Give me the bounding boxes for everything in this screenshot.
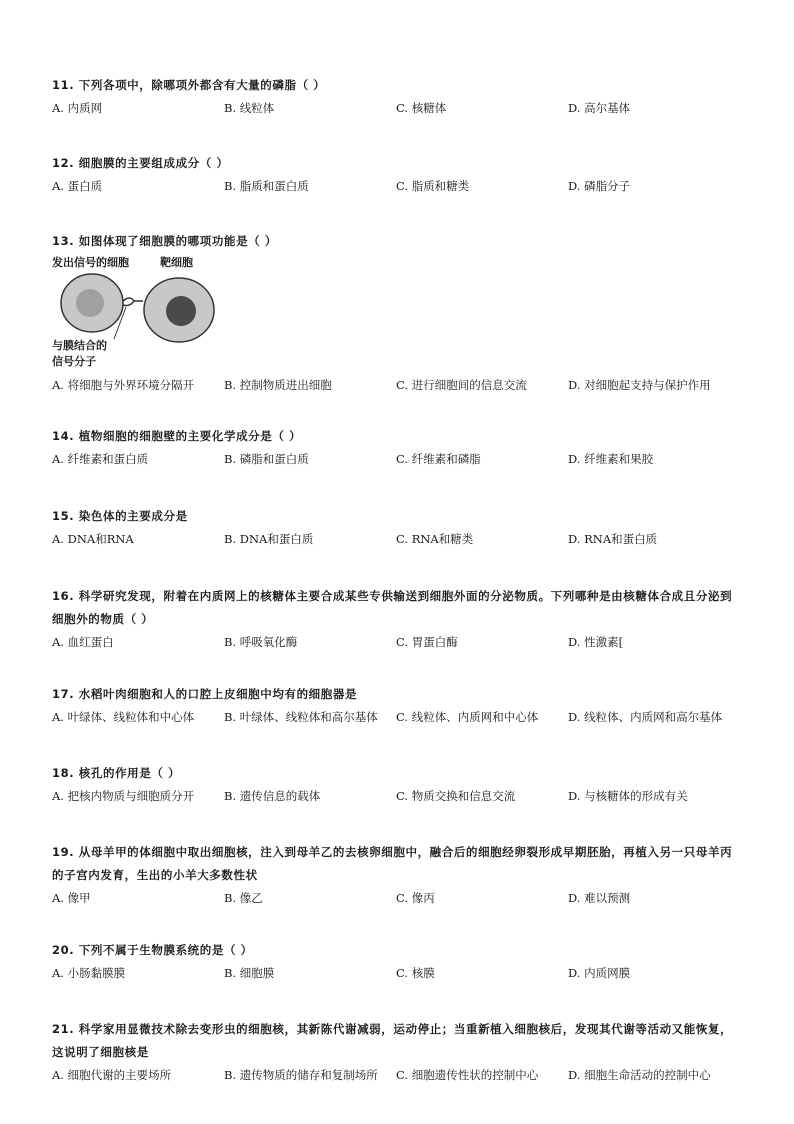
options-row [52, 531, 742, 553]
option-d[interactable]: D. 性激素[ [568, 635, 624, 649]
option-a[interactable]: A. 小肠黏膜膜 [52, 966, 126, 980]
option-d[interactable]: D. RNA和蛋白质 [568, 532, 658, 546]
options-row [52, 100, 742, 122]
question-12 [52, 152, 742, 200]
question-17 [52, 683, 742, 731]
option-b[interactable]: B. DNA和蛋白质 [224, 532, 314, 546]
question-14 [52, 425, 742, 473]
option-c[interactable]: C. 核糖体 [396, 101, 447, 115]
option-b[interactable]: B. 叶绿体、线粒体和高尔基体 [224, 710, 378, 724]
options-row [52, 377, 742, 399]
option-b[interactable]: B. 控制物质进出细胞 [224, 378, 332, 392]
option-a[interactable]: A. 把核内物质与细胞质分开 [52, 789, 195, 803]
cell-signaling-figure [52, 255, 252, 370]
question-stem: 13. 如图体现了细胞膜的哪项功能是（ ） [52, 234, 277, 248]
option-c[interactable]: C. 胃蛋白酶 [396, 635, 458, 649]
option-b[interactable]: B. 遗传物质的储存和复制场所 [224, 1068, 378, 1082]
question-20 [52, 939, 742, 987]
option-d[interactable]: D. 线粒体、内质网和高尔基体 [568, 710, 723, 724]
option-d[interactable]: D. 内质网膜 [568, 966, 631, 980]
option-b[interactable]: B. 磷脂和蛋白质 [224, 452, 309, 466]
option-c[interactable]: C. 细胞遗传性状的控制中心 [396, 1068, 539, 1082]
option-c[interactable]: C. 脂质和糖类 [396, 179, 470, 193]
option-b[interactable]: B. 细胞膜 [224, 966, 275, 980]
options-row [52, 178, 742, 200]
options-row [52, 788, 742, 810]
target-cell-nucleus [166, 296, 196, 326]
option-a[interactable]: A. 蛋白质 [52, 179, 103, 193]
option-d[interactable]: D. 与核糖体的形成有关 [568, 789, 688, 803]
question-stem: 11. 下列各项中，除哪项外都含有大量的磷脂（ ） [52, 78, 326, 92]
option-d[interactable]: D. 对细胞起支持与保护作用 [568, 378, 711, 392]
signal-molecule-label: 信号分子 [52, 355, 96, 368]
options-row [52, 709, 742, 731]
option-a[interactable]: A. 叶绿体、线粒体和中心体 [52, 710, 195, 724]
question-stem: 12. 细胞膜的主要组成成分（ ） [52, 156, 229, 170]
option-a[interactable]: A. 纤维素和蛋白质 [52, 452, 149, 466]
option-b[interactable]: B. 像乙 [224, 891, 263, 905]
option-d[interactable]: D. 纤维素和果胶 [568, 452, 654, 466]
option-b[interactable]: B. 脂质和蛋白质 [224, 179, 309, 193]
options-row [52, 890, 742, 912]
option-d[interactable]: D. 高尔基体 [568, 101, 631, 115]
question-stem: 15. 染色体的主要成分是 [52, 509, 188, 523]
option-a[interactable]: A. 像甲 [52, 891, 91, 905]
option-b[interactable]: B. 呼吸氧化酶 [224, 635, 298, 649]
question-16 [52, 585, 742, 656]
option-d[interactable]: D. 难以预测 [568, 891, 631, 905]
option-d[interactable]: D. 细胞生命活动的控制中心 [568, 1068, 711, 1082]
option-c[interactable]: C. 核膜 [396, 966, 435, 980]
question-11 [52, 74, 742, 122]
question-stem: 18. 核孔的作用是（ ） [52, 766, 181, 780]
question-21 [52, 1018, 742, 1089]
option-a[interactable]: A. 细胞代谢的主要场所 [52, 1068, 172, 1082]
option-a[interactable]: A. 内质网 [52, 101, 103, 115]
options-row [52, 1067, 742, 1089]
option-a[interactable]: A. 血红蛋白 [52, 635, 114, 649]
option-d[interactable]: D. 磷脂分子 [568, 179, 631, 193]
question-19 [52, 841, 742, 912]
option-a[interactable]: A. DNA和RNA [52, 532, 134, 546]
options-row [52, 965, 742, 987]
question-stem: 21. 科学家用显微技术除去变形虫的细胞核，其新陈代谢减弱，运动停止；当重新植入细胞核后，发现其代谢等活动又能恢复，这说明了细胞核是 [52, 1022, 733, 1059]
option-c[interactable]: C. 线粒体、内质网和中心体 [396, 710, 539, 724]
signal-cell-nucleus [76, 289, 104, 317]
options-row [52, 634, 742, 656]
option-c[interactable]: C. 纤维素和磷脂 [396, 452, 481, 466]
question-13 [52, 230, 742, 399]
option-c[interactable]: C. RNA和糖类 [396, 532, 474, 546]
option-b[interactable]: B. 线粒体 [224, 101, 275, 115]
option-b[interactable]: B. 遗传信息的载体 [224, 789, 321, 803]
option-c[interactable]: C. 物质交换和信息交流 [396, 789, 516, 803]
option-a[interactable]: A. 将细胞与外界环境分隔开 [52, 378, 195, 392]
target-cell-label: 靶细胞 [160, 256, 193, 269]
question-15 [52, 505, 742, 553]
question-18 [52, 762, 742, 810]
question-stem: 20. 下列不属于生物膜系统的是（ ） [52, 943, 253, 957]
signal-cell-label: 发出信号的细胞 [52, 256, 129, 269]
question-stem: 17. 水稻叶肉细胞和人的口腔上皮细胞中均有的细胞器是 [52, 687, 358, 701]
option-c[interactable]: C. 像丙 [396, 891, 435, 905]
question-stem: 16. 科学研究发现，附着在内质网上的核糖体主要合成某些专供输送到细胞外面的分泌物质。下列哪种是由核糖体合成且分泌到细胞外的物质（ ） [52, 589, 733, 626]
question-stem: 19. 从母羊甲的体细胞中取出细胞核，注入到母羊乙的去核卵细胞中，融合后的细胞经卵裂形成早期胚胎，再植入另一只母羊丙的子宫内发育，生出的小羊大多数性状 [52, 845, 733, 882]
option-c[interactable]: C. 进行细胞间的信息交流 [396, 378, 527, 392]
signal-molecule-label: 与膜结合的 [52, 339, 107, 352]
signal-molecule-icon [123, 298, 134, 306]
options-row [52, 451, 742, 473]
question-stem: 14. 植物细胞的细胞壁的主要化学成分是（ ） [52, 429, 302, 443]
